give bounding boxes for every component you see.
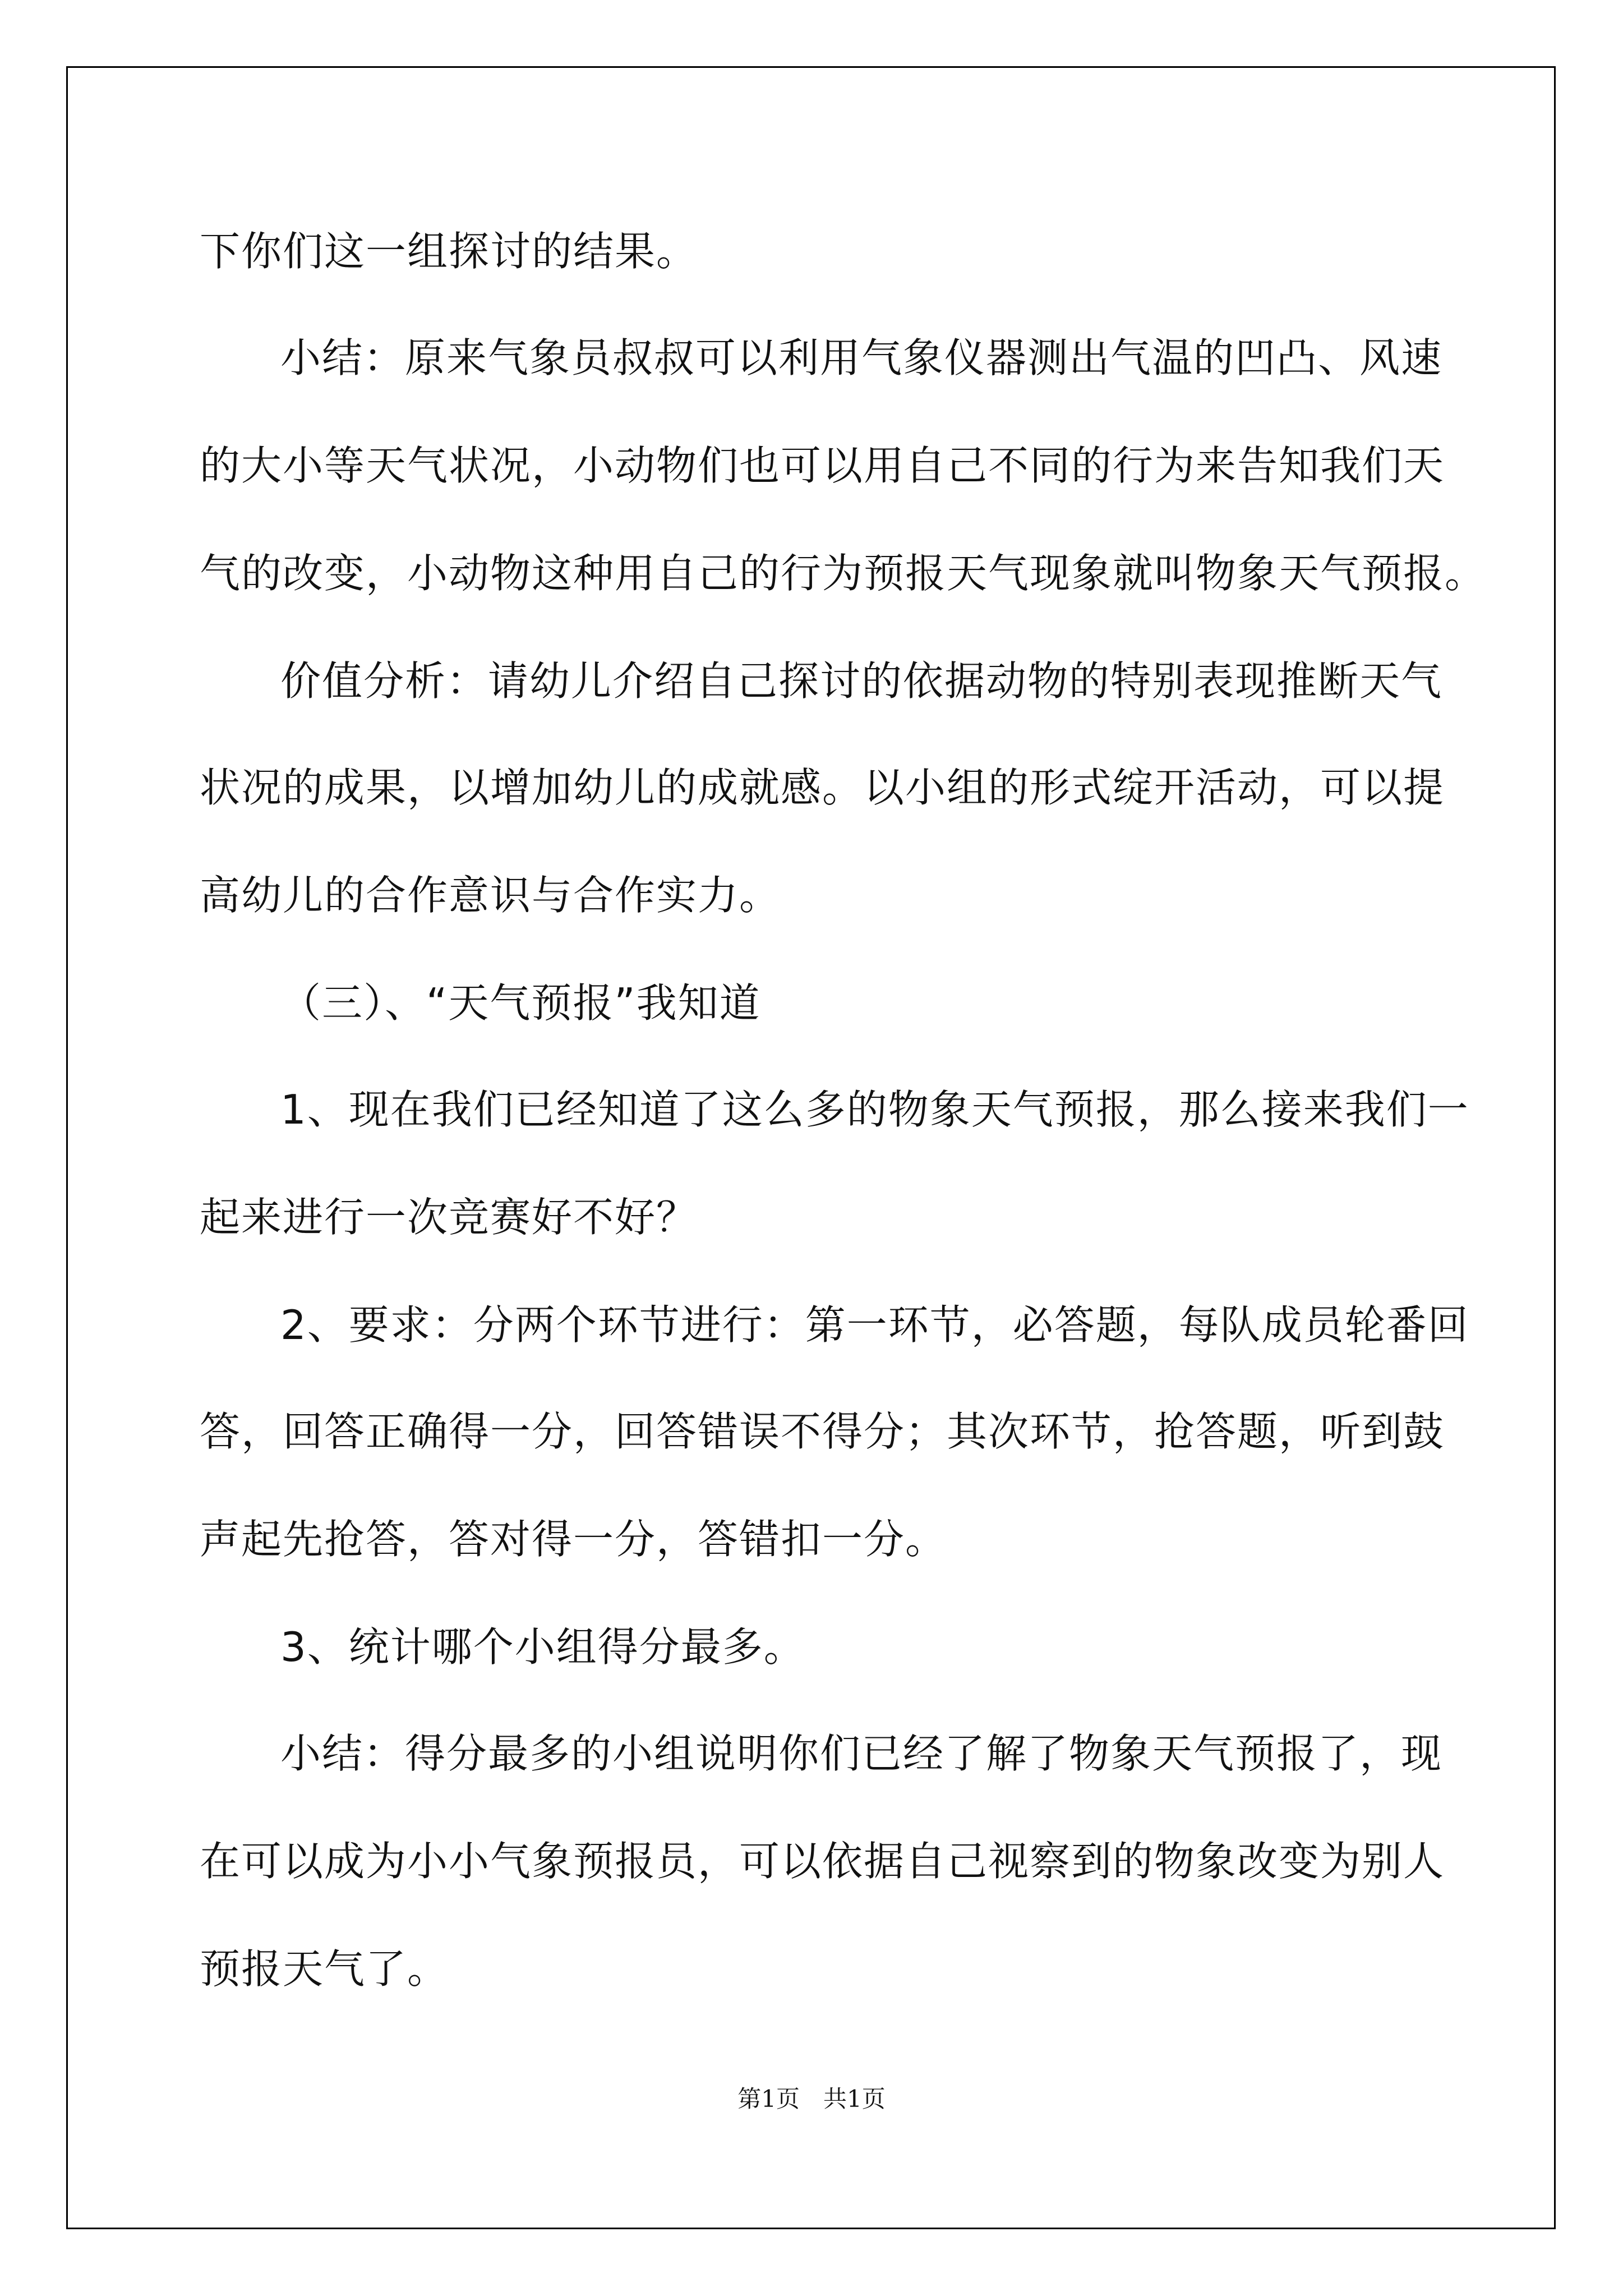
text-line: 预报天气了。	[200, 1945, 449, 1993]
text-line: 价值分析：请幼儿介绍自己探讨的依据动物的特别表现推断天气	[280, 657, 1443, 705]
text-line: 3、统计哪个小组得分最多。	[280, 1623, 805, 1671]
text-line: 小结：原来气象员叔叔可以利用气象仪器测出气温的凹凸、风速	[280, 334, 1443, 381]
page-number: 第1页 共1页	[737, 2085, 886, 2113]
text-line: 高幼儿的合作意识与合作实力。	[200, 872, 781, 919]
text-line: 在可以成为小小气象预报员，可以依据自己视察到的物象改变为别人	[200, 1838, 1445, 1885]
text-line: 起来进行一次竞赛好不好？	[200, 1194, 698, 1241]
text-line: 1、现在我们已经知道了这么多的物象天气预报，那么接来我们一	[280, 1086, 1469, 1133]
section-heading: （三）、“天气预报”我知道	[280, 979, 761, 1027]
text-line: 下你们这一组探讨的结果。	[200, 228, 698, 275]
text-line: 状况的成果，以增加幼儿的成就感。以小组的形式绽开活动，可以提	[200, 764, 1445, 811]
text-line: 气的改变，小动物这种用自己的行为预报天气现象就叫物象天气预报。	[200, 550, 1487, 597]
text-line: 的大小等天气状况，小动物们也可以用自己不同的行为来告知我们天	[200, 442, 1445, 489]
text-line: 小结：得分最多的小组说明你们已经了解了物象天气预报了，现	[280, 1730, 1443, 1777]
text-line: 2、要求：分两个环节进行：第一环节，必答题，每队成员轮番回	[280, 1301, 1469, 1349]
text-line: 答，回答正确得一分，回答错误不得分；其次环节，抢答题，听到鼓	[200, 1408, 1445, 1455]
text-line: 声起先抢答，答对得一分，答错扣一分。	[200, 1516, 947, 1563]
page-border	[66, 66, 1556, 2229]
